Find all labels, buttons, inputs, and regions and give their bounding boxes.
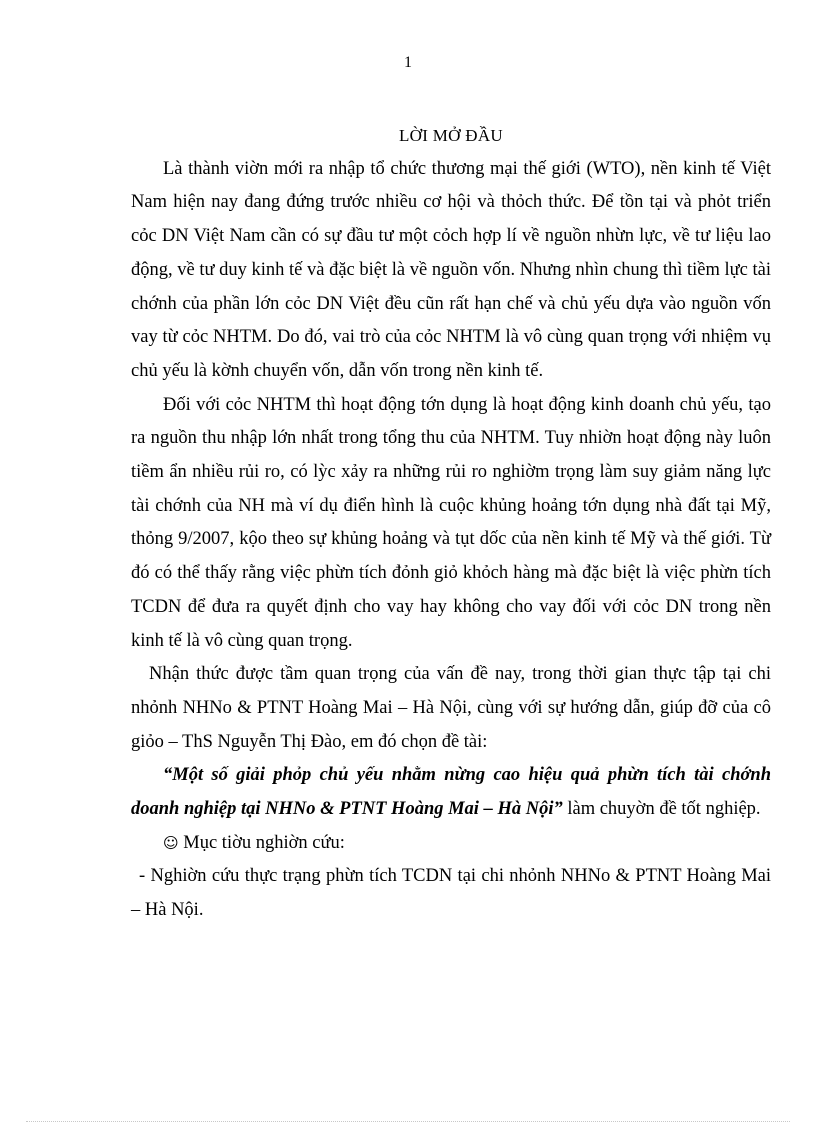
document-heading: LỜI MỞ ĐẦU: [398, 126, 504, 145]
paragraph-topic-title: [131, 759, 771, 826]
objectives-label: Mục tiờu nghiờn cứu:: [178, 832, 345, 853]
page-bottom-rule: [26, 1121, 790, 1122]
paragraph-topic-choice: Nhận thức được tầm quan trọng của vấn đề nay, trong thời gian thực tập tại chi nhỏnh NHNo & PTNT Hoàng Mai – Hà Nội, cùng với sự hướng dẫn, giúp đỡ của cô giỏo – ThS Nguyễn Thị Đào, em đó chọn đề tài:: [131, 664, 771, 752]
paragraph-credit-risk: Đối với cỏc NHTM thì hoạt động tớn dụng là hoạt động kinh doanh chủ yếu, tạo ra nguồn thu nhập lớn nhất trong tổng thu của NHTM. Tuy nhiờn hoạt động này luôn tiềm ẩn nhiều rủi ro, có lỳc xảy ra những rủi ro nghiờm trọng làm suy giảm năng lực tài chớnh của NH mà ví dụ điển hình là cuộc khủng hoảng tớn dụng nhà đất tại Mỹ, thỏng 9/2007, kộo theo sự khủng hoảng và tụt dốc của nền kinh tế Mỹ và thế giới. Từ đó có thể thấy rằng việc phừn tích đỏnh giỏ khỏch hàng mà đặc biệt là việc phừn tích TCDN để đưa ra quyết định cho vay hay không cho vay đối với cỏc DN trong nền kinh tế là vô cùng quan trọng.: [131, 394, 771, 651]
objective-item: - Nghiờn cứu thực trạng phừn tích TCDN tại chi nhỏnh NHNo & PTNT Hoàng Mai – Hà Nội.: [131, 866, 771, 921]
paragraph-intro: Là thành viờn mới ra nhập tổ chức thương mại thế giới (WTO), nền kinh tế Việt Nam hiện nay đang đứng trước nhiều cơ hội và thỏch thức. Để tồn tại và phỏt triển cỏc DN Việt Nam cần có sự đầu tư một cỏch hợp lí về nguồn nhừn lực, về tư liệu lao động, về tư duy kinh tế và đặc biệt là về nguồn vốn. Nhưng nhìn chung thì tiềm lực tài chớnh của phần lớn cỏc DN Việt đều cũn rất hạn chế và chủ yếu dựa vào nguồn vốn vay từ cỏc NHTM. Do đó, vai trò của cỏc NHTM là vô cùng quan trọng với nhiệm vụ chủ yếu là kờnh chuyển vốn, dẫn vốn trong nền kinh tế.: [131, 158, 771, 381]
topic-suffix: làm chuyờn đề tốt nghiệp.: [562, 799, 761, 820]
smiley-icon: ☺: [163, 833, 179, 852]
page-number: 1: [404, 54, 412, 71]
topic-title: “Một số giải phỏp chủ yếu nhằm nừng cao hiệu quả phừn tích tài chớnh doanh nghiệp tại NHNo & PTNT Hoàng Mai – Hà Nội”: [131, 765, 771, 820]
document-body: [131, 119, 771, 928]
objectives-heading: [131, 827, 771, 861]
